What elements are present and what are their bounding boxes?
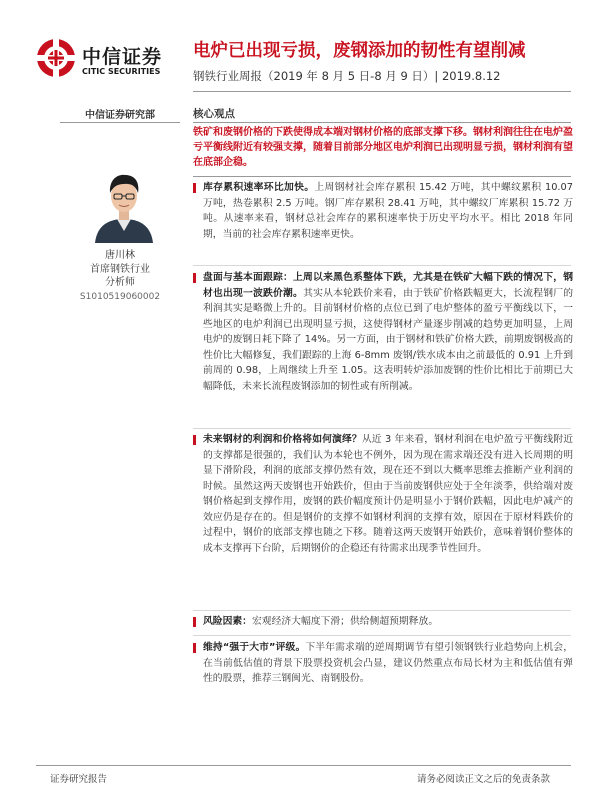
citic-logo xyxy=(36,38,182,82)
section-text: 宏观经济大幅度下滑；供给侧超预期释放。 xyxy=(251,616,439,627)
section-marker xyxy=(193,435,196,445)
section-marker xyxy=(193,617,196,627)
analyst-info xyxy=(60,249,180,304)
logo-text-cn: 中信证券 xyxy=(82,46,163,68)
header-divider xyxy=(193,91,571,92)
section-lead: 盘面与基本面跟踪：上周以来黑色系整体下跌，尤其是在铁矿大幅下跌的情况下，钢材也出现一波跌价潮。 xyxy=(203,272,573,299)
section-marker xyxy=(193,643,196,653)
core-view-heading: 核心观点 xyxy=(193,108,235,120)
citic-logo-icon xyxy=(36,38,76,78)
analyst-cert-number: S1010519060002 xyxy=(79,291,161,302)
section-text: 下半年需求端的逆周期调节有望引领钢铁行业趋势向上机会，在当前低估值的背景下股票投资机会凸显，建议仍然重点布局长材为主和低估值有弹性的股票，推荐三钢闽光、南钢股份。 xyxy=(203,642,573,684)
report-subtitle: 钢铁行业周报（2019 年 8 月 5 日-8 月 9 日）| 2019.8.12 xyxy=(193,69,501,83)
section-divider xyxy=(193,265,571,266)
analyst-role: 分析师 xyxy=(105,277,135,288)
section-divider xyxy=(193,635,571,636)
section-inventory xyxy=(193,180,573,242)
sidebar-divider xyxy=(60,122,180,123)
section-text: 其实从本轮跌价来看，由于铁矿价格跌幅更大，长流程钢厂的利润其实是略微上升的。目前钢材价格的点位已到了电炉整体的盈亏平衡线以下，一些地区的电炉利润已出现明显亏损，这使得钢材产量逐步削减的趋势更加明显，上周电炉的废钢日耗下降了 14%。另一方面，由于钢材和铁矿价格大跌，前期废钢极高的性价比大幅修复，我们跟踪的上海 6-8mm 废钢/铁水成本由之前最低的 0.91 上升到前周的 0.98，上周继续上升至 1.05。这表明转炉添加废钢的性价比相比于前期已大幅降低，未来长流程废钢添加的韧性或有所削减。 xyxy=(203,287,574,392)
analyst-title: 首席钢铁行业 xyxy=(90,263,150,275)
section-rating xyxy=(193,640,573,687)
footer-report-type: 证券研究报告 xyxy=(50,774,108,785)
report-header xyxy=(0,0,600,100)
research-dept-heading: 中信证券研究部 xyxy=(85,110,155,121)
analyst-name: 唐川林 xyxy=(105,250,135,261)
sidebar xyxy=(60,106,180,121)
core-summary-divider xyxy=(193,176,571,177)
section-lead: 未来钢材的利润和价格将如何演绎？ xyxy=(203,434,362,445)
footer-disclaimer: 请务必阅读正文之后的免责条款 xyxy=(416,774,550,785)
section-text: 上周钢材社会库存累积 15.42 万吨，其中螺纹累积 10.07 万吨，热卷累积 2.5 万吨。钢厂库存累积 28.41 万吨，其中螺纹厂库累积 15.72 万吨。从速率来看，钢材总社会库存的累积速率快于历史平均水平。相比 2018 年同期，当前的社会库存累积速率更快。 xyxy=(203,182,574,240)
footer-divider xyxy=(36,765,571,766)
section-divider xyxy=(193,610,571,611)
section-market-tracking xyxy=(193,270,573,394)
section-marker xyxy=(193,273,196,283)
report-title: 电炉已出现亏损，废钢添加的韧性有望削减 xyxy=(193,41,526,61)
core-view-divider xyxy=(193,122,571,123)
section-outlook xyxy=(193,432,573,556)
section-risk xyxy=(193,614,573,630)
analyst-photo xyxy=(93,163,155,243)
section-lead: 库存累积速率环比加快。 xyxy=(203,182,315,193)
section-marker xyxy=(193,183,196,193)
section-lead: 风险因素： xyxy=(203,616,252,627)
section-text: 从近 3 年来看，钢材利润在电炉盈亏平衡线附近的支撑都是很强的，我们认为本轮也不例外，因为现在需求端还没有进入长周期的明显下滑阶段，利润的底部支撑仍然有效，现在还不到以大概率思维去推断产业利润的时候。虽然这两天废钢也开始跌价，但由于当前废钢供应处于全年淡季，供给端对废钢价格起到支撑作用，废钢的跌价幅度预计仍是明显小于钢价跌幅，因此电炉减产的效应仍是存在的。但是钢价的支撑不如钢材利润的支撑有效，原因在于原材料跌价的过程中，钢价的底部支撑也随之下移。随着这两天废钢开始跌价，意味着钢价整体的成本支撑再下台阶，后期钢价的企稳还有待需求出现季节性回升。 xyxy=(203,434,574,554)
section-divider xyxy=(193,428,571,429)
logo-text-en: CITIC SECURITIES xyxy=(82,67,161,76)
core-view-summary: 铁矿和废钢价格的下跌使得成本端对钢材价格的底部支撑下移。钢材利润往往在电炉盈亏平衡线附近有较强支撑，随着目前部分地区电炉利润已出现明显亏损，钢材利润有望在底部企稳。 xyxy=(193,127,573,168)
section-lead: 维持“强于大市”评级。 xyxy=(203,642,306,653)
